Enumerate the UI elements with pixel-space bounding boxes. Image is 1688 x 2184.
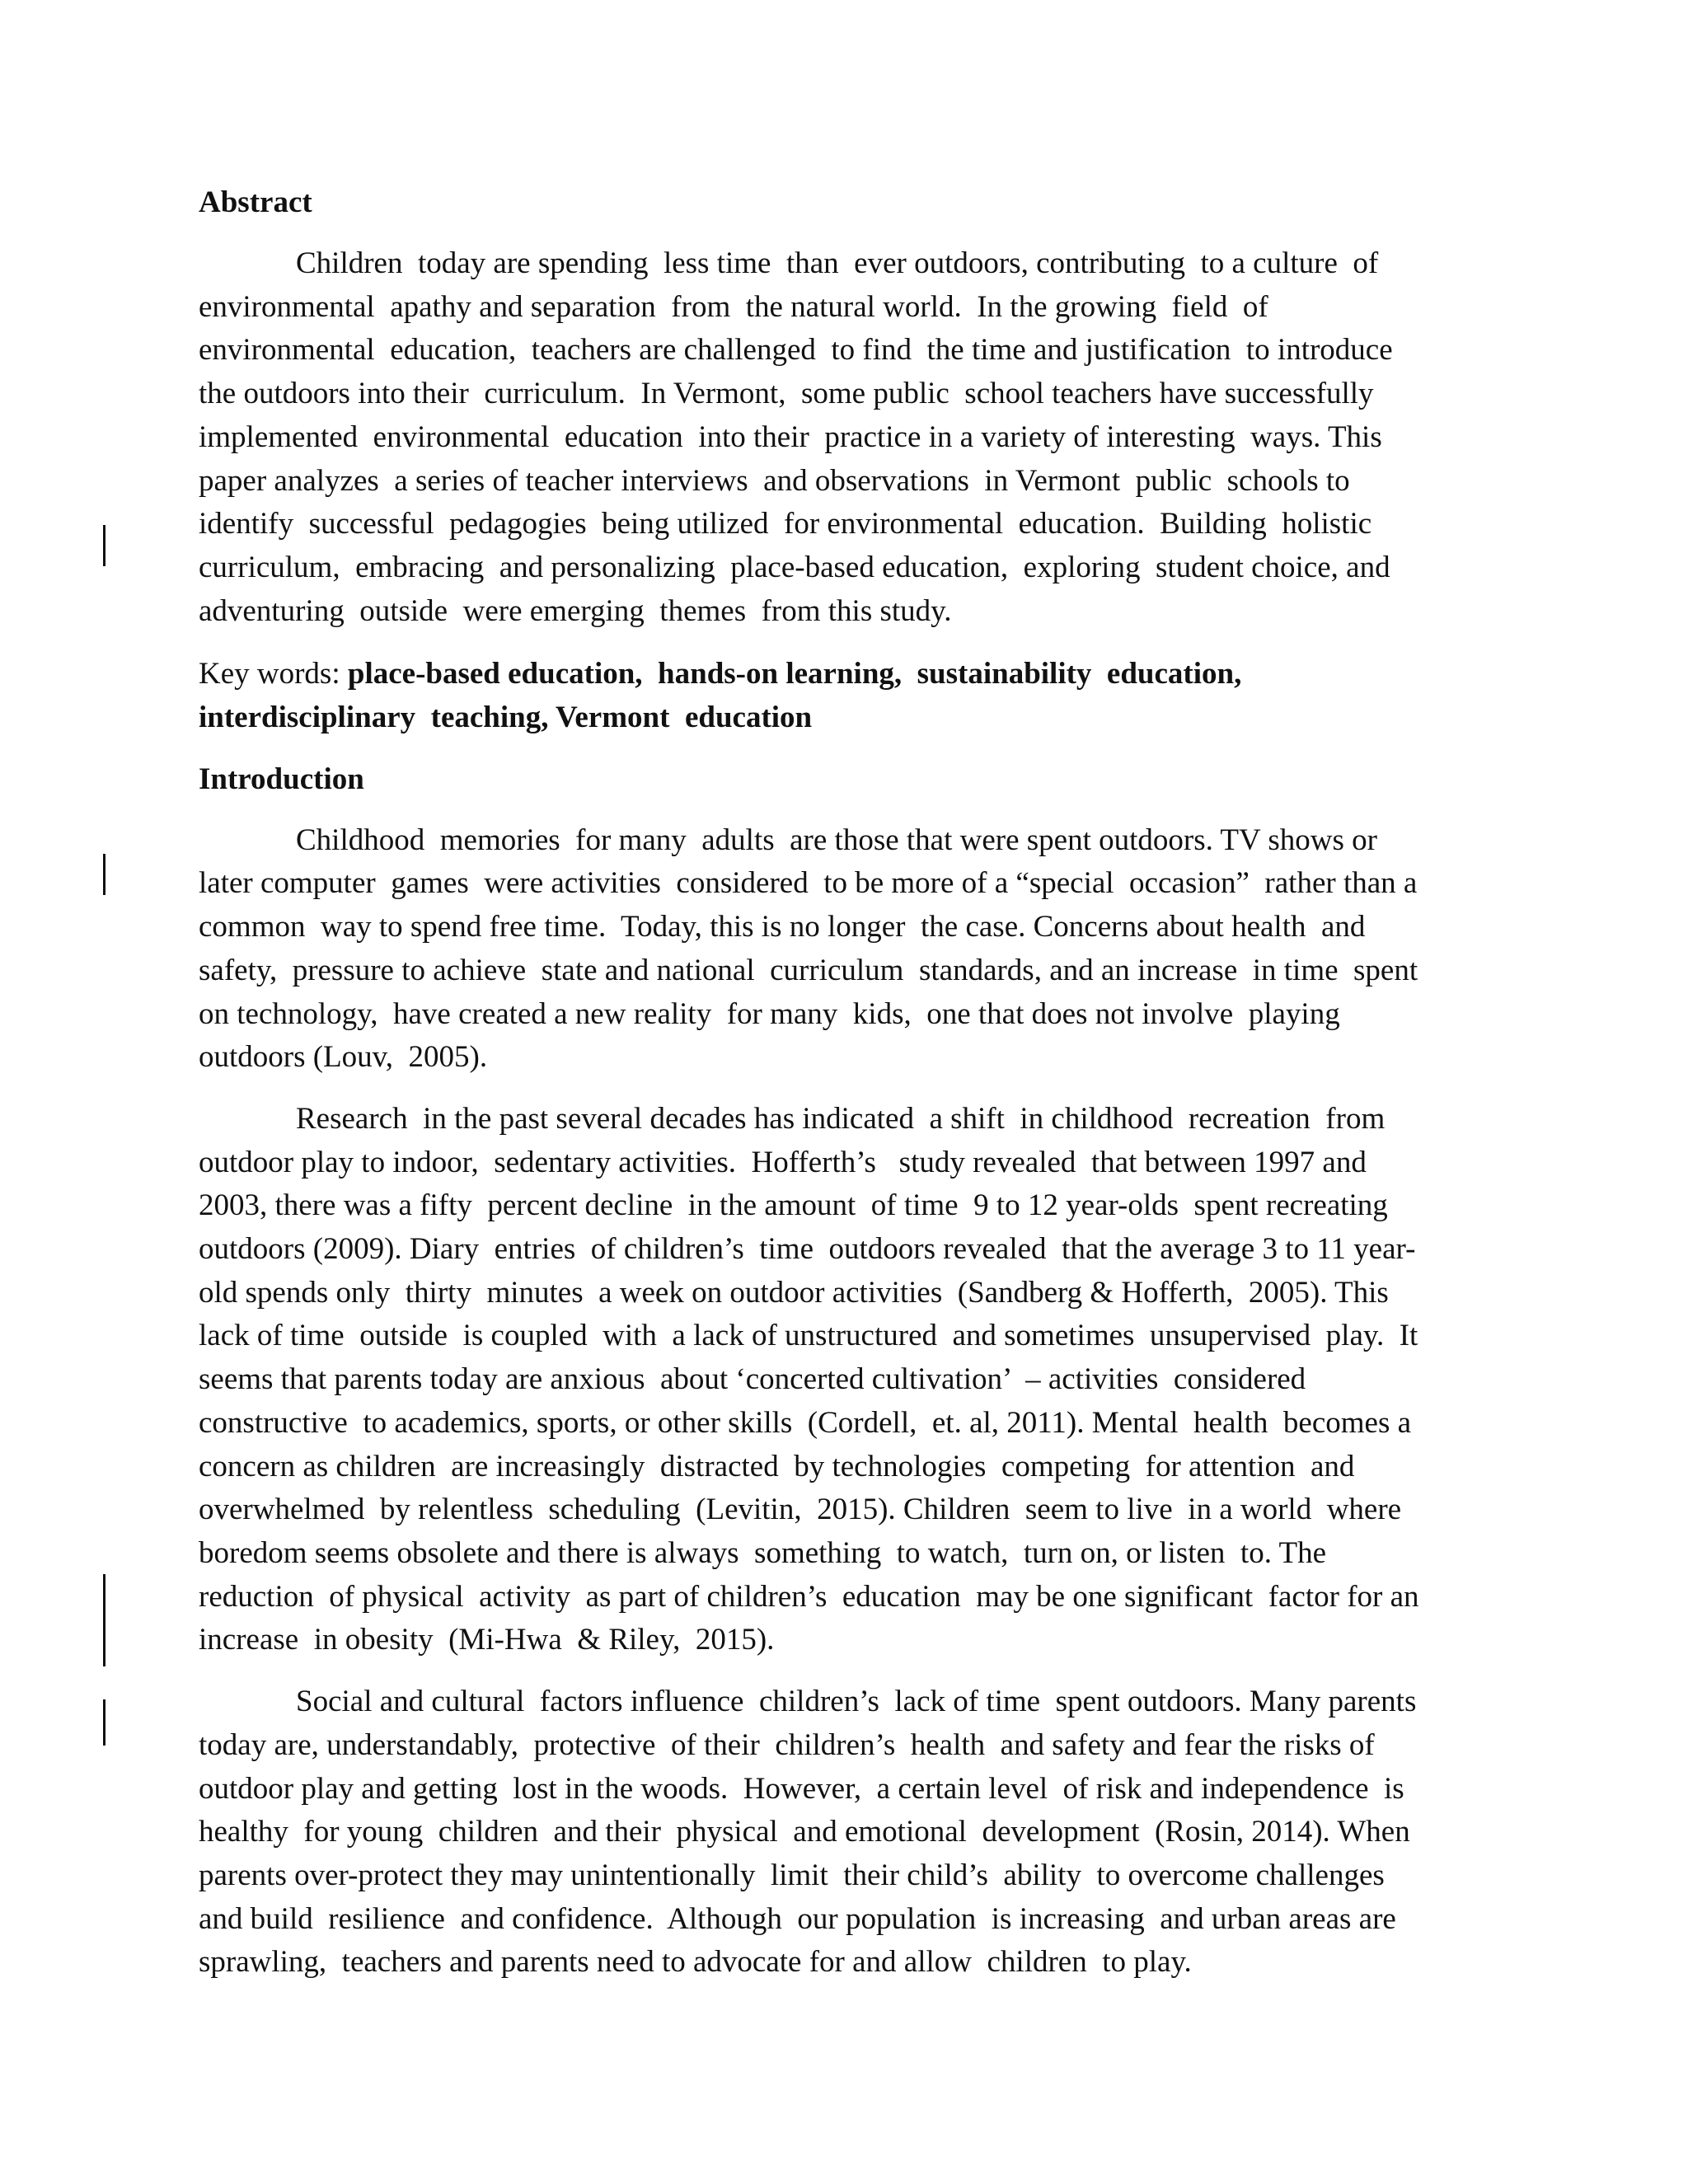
text-line: reduction of physical activity as part of children’s education may be one significant factor for an bbox=[199, 1579, 1419, 1614]
text-line: safety, pressure to achieve state and national curriculum standards, and an increase in time spent bbox=[199, 953, 1418, 987]
abstract-paragraph bbox=[199, 242, 1501, 633]
text-line: overwhelmed by relentless scheduling (Levitin, 2015). Children seem to live in a world where bbox=[199, 1493, 1402, 1527]
introduction-heading: Introduction bbox=[199, 762, 364, 796]
text-line: concern as children are increasingly distracted by technologies competing for attention and bbox=[199, 1449, 1355, 1483]
text-line: Childhood memories for many adults are those that were spent outdoors. TV shows or bbox=[296, 823, 1377, 857]
text-line: Research in the past several decades has indicated a shift in childhood recreation from bbox=[296, 1101, 1386, 1136]
abstract-heading: Abstract bbox=[199, 185, 312, 219]
text-line: adventuring outside were emerging themes from this study. bbox=[199, 593, 952, 628]
text-line: lack of time outside is coupled with a lack of unstructured and sometimes unsupervised play. It bbox=[199, 1319, 1418, 1353]
text-line: increase in obesity (Mi-Hwa & Riley, 2015). bbox=[199, 1623, 775, 1657]
keywords-list: place-based education, hands-on learning, sustainability education, bbox=[347, 657, 1242, 691]
text-line: environmental education, teachers are challenged to find the time and justification to introduce bbox=[199, 333, 1393, 368]
text-line: old spends only thirty minutes a week on outdoor activities (Sandberg & Hofferth, 2005). This bbox=[199, 1275, 1389, 1310]
text-line: constructive to academics, sports, or other skills (Cordell, et. al, 2011). Mental health becomes a bbox=[199, 1405, 1412, 1440]
text-line: today are, understandably, protective of their children’s health and safety and fear the risks of bbox=[199, 1727, 1375, 1762]
intro-paragraph-3 bbox=[199, 1680, 1501, 1985]
change-bar bbox=[103, 1574, 106, 1666]
text-line: later computer games were activities considered to be more of a “special occasion” rather than a bbox=[199, 866, 1418, 901]
keywords-label: Key words: bbox=[199, 657, 348, 691]
change-bar bbox=[103, 854, 106, 895]
intro-paragraph-2 bbox=[199, 1098, 1501, 1662]
intro-paragraph-1 bbox=[199, 819, 1501, 1080]
text-line: Social and cultural factors influence children’s lack of time spent outdoors. Many parents bbox=[296, 1685, 1417, 1719]
text-line: and build resilience and confidence. Although our population is increasing and urban areas are bbox=[199, 1901, 1396, 1936]
text-line: Children today are spending less time than ever outdoors, contributing to a culture of bbox=[296, 246, 1379, 280]
text-line: on technology, have created a new reality for many kids, one that does not involve playing bbox=[199, 996, 1340, 1031]
text-line: outdoor play to indoor, sedentary activities. Hofferth’s study revealed that between 1997 and bbox=[199, 1145, 1367, 1179]
text-line: paper analyzes a series of teacher interviews and observations in Vermont public schools to bbox=[199, 463, 1350, 498]
text-line: outdoors (Louv, 2005). bbox=[199, 1040, 488, 1075]
text-line: environmental apathy and separation from the natural world. In the growing field of bbox=[199, 289, 1268, 324]
text-line: outdoor play and getting lost in the woods. However, a certain level of risk and independence is bbox=[199, 1771, 1404, 1806]
text-line: healthy for young children and their physical and emotional development (Rosin, 2014). When bbox=[199, 1815, 1410, 1849]
text-line: identify successful pedagogies being utilized for environmental education. Building holistic bbox=[199, 507, 1372, 541]
text-line: the outdoors into their curriculum. In Vermont, some public school teachers have successfully bbox=[199, 377, 1374, 411]
text-line: parents over-protect they may unintentionally limit their child’s ability to overcome challenges bbox=[199, 1858, 1385, 1892]
text-line: 2003, there was a fifty percent decline in the amount of time 9 to 12 year-olds spent recreating bbox=[199, 1188, 1388, 1223]
text-line: seems that parents today are anxious about ‘concerted cultivation’ – activities considered bbox=[199, 1362, 1306, 1397]
text-line: outdoors (2009). Diary entries of children’s time outdoors revealed that the average 3 to 11 year- bbox=[199, 1232, 1416, 1267]
keywords bbox=[199, 653, 1501, 739]
text-line: implemented environmental education into their practice in a variety of interesting ways. This bbox=[199, 419, 1382, 454]
keywords-list: interdisciplinary teaching, Vermont education bbox=[199, 701, 813, 735]
change-bar bbox=[103, 1699, 106, 1746]
text-line: curriculum, embracing and personalizing place-based education, exploring student choice, and bbox=[199, 550, 1390, 584]
change-bar bbox=[103, 525, 106, 566]
text-line: sprawling, teachers and parents need to advocate for and allow children to play. bbox=[199, 1945, 1192, 1980]
keywords-line bbox=[199, 653, 1501, 696]
text-line: boredom seems obsolete and there is always something to watch, turn on, or listen to. The bbox=[199, 1535, 1327, 1570]
text-line: common way to spend free time. Today, this is no longer the case. Concerns about health and bbox=[199, 910, 1366, 944]
keywords-line bbox=[199, 696, 1501, 740]
document-page bbox=[199, 181, 1501, 1985]
